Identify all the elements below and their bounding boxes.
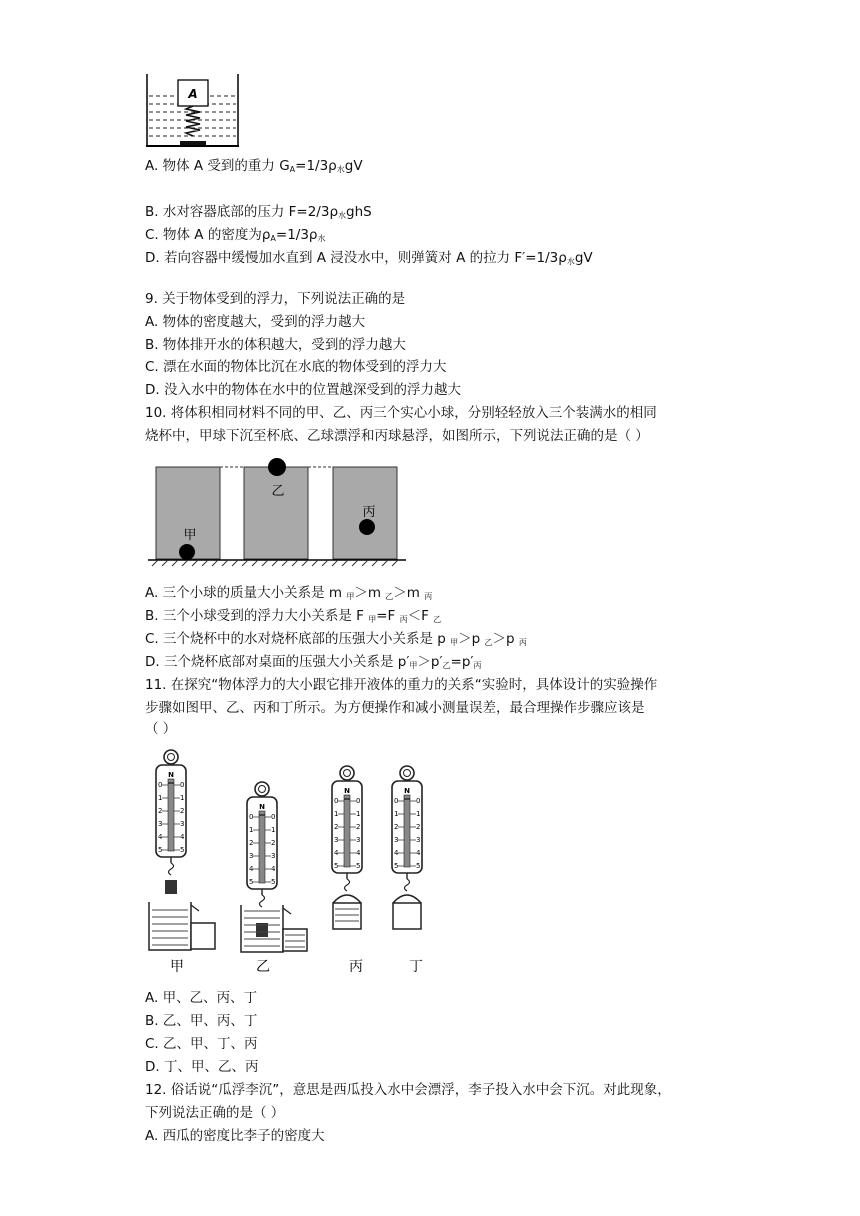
ball-bing <box>359 519 375 535</box>
svg-text:1: 1 <box>334 810 339 818</box>
svg-text:N: N <box>344 787 350 795</box>
q11-stem-line-2: 步骤如图甲、乙、丙和丁所示。为方便操作和减小测量误差，最合理操作步骤应该是 <box>145 700 645 716</box>
svg-text:0: 0 <box>356 797 361 805</box>
scale-ding <box>392 766 422 929</box>
q9-option-a: A. 物体的密度越大，受到的浮力越大 <box>145 314 366 330</box>
svg-text:3: 3 <box>416 836 421 844</box>
label-jia: 甲 <box>183 528 197 543</box>
svg-text:1: 1 <box>356 810 361 818</box>
beaker-yi-q11 <box>241 905 307 952</box>
svg-text:N: N <box>259 803 265 811</box>
svg-text:4: 4 <box>394 849 399 857</box>
q11-option-d: D. 丁、甲、乙、丙 <box>145 1059 259 1075</box>
block-a-label: A <box>188 87 198 101</box>
svg-text:1: 1 <box>180 794 185 802</box>
scale-jia <box>156 750 186 894</box>
svg-text:3: 3 <box>249 852 254 860</box>
svg-text:4: 4 <box>249 865 254 873</box>
ball-jia <box>179 544 195 560</box>
svg-text:2: 2 <box>416 823 421 831</box>
svg-text:3: 3 <box>356 836 361 844</box>
q12-stem-line-2: 下列说法正确的是（ ） <box>145 1105 285 1121</box>
label-bing-q11: 丙 <box>349 959 363 975</box>
svg-text:1: 1 <box>394 810 399 818</box>
scale-yi <box>247 782 277 937</box>
svg-text:3: 3 <box>180 820 185 828</box>
q9-stem: 9. 关于物体受到的浮力，下列说法正确的是 <box>145 291 406 307</box>
q12-stem-line-1: 12. 俗话说“瓜浮李沉”，意思是西瓜投入水中会漂浮，李子投入水中会下沉。对此现象， <box>145 1082 671 1098</box>
q9-option-c: C. 漂在水面的物体比沉在水底的物体受到的浮力大 <box>145 359 447 375</box>
svg-text:2: 2 <box>334 823 339 831</box>
label-jia-q11: 甲 <box>170 959 184 975</box>
label-ding-q11: 丁 <box>409 959 423 975</box>
q11-spring-scale-figure <box>145 745 445 980</box>
svg-text:2: 2 <box>158 807 163 815</box>
q10-option-a: A. 三个小球的质量大小关系是 m $_甲$＞m $_乙$＞m $_丙$ <box>145 585 433 601</box>
q10-option-b: B. 三个小球受到的浮力大小关系是 F $_甲$=F $_丙$＜F $_乙$ <box>145 608 442 624</box>
beaker-yi <box>244 467 308 559</box>
scale-bing <box>332 766 362 929</box>
svg-text:4: 4 <box>356 849 361 857</box>
svg-text:5: 5 <box>249 878 254 886</box>
q12-option-a: A. 西瓜的密度比李子的密度大 <box>145 1128 325 1144</box>
svg-text:0: 0 <box>158 781 163 789</box>
q9-option-d: D. 没入水中的物体在水中的位置越深受到的浮力越大 <box>145 382 461 398</box>
q10-beakers-figure <box>148 455 408 570</box>
q8-container-figure <box>140 70 250 150</box>
svg-text:0: 0 <box>180 781 185 789</box>
q8-option-c: C. 物体 A 的密度为$\rho_A=1/3\rho_水$ <box>145 227 326 243</box>
q11-stem-line-3: （ ） <box>145 721 177 737</box>
q10-stem-line-1: 10. 将体积相同材料不同的甲、乙、丙三个实心小球，分别轻轻放入三个装满水的相同 <box>145 405 657 421</box>
svg-text:1: 1 <box>158 794 163 802</box>
svg-text:N: N <box>404 787 410 795</box>
label-bing: 丙 <box>362 505 376 520</box>
q10-stem-line-2: 烧杯中，甲球下沉至杯底、乙球漂浮和丙球悬浮，如图所示，下列说法正确的是（ ） <box>145 428 649 444</box>
svg-text:N: N <box>168 771 174 779</box>
svg-text:4: 4 <box>158 833 163 841</box>
svg-text:3: 3 <box>394 836 399 844</box>
q11-option-c: C. 乙、甲、丁、丙 <box>145 1036 258 1052</box>
svg-text:5: 5 <box>356 862 361 870</box>
svg-text:3: 3 <box>334 836 339 844</box>
svg-text:0: 0 <box>334 797 339 805</box>
svg-text:1: 1 <box>416 810 421 818</box>
label-yi: 乙 <box>271 484 285 499</box>
svg-text:0: 0 <box>394 797 399 805</box>
svg-text:5: 5 <box>180 846 185 854</box>
spring <box>186 106 200 136</box>
svg-text:1: 1 <box>249 826 254 834</box>
q8-option-d: D. 若向容器中缓慢加水直到 A 浸没水中，则弹簧对 A 的拉力 $F'=1/3\rho_水gV$ <box>145 250 593 266</box>
q8-option-a: A. 物体 A 受到的重力 $G_A=1/3\rho_水gV$ <box>145 158 363 174</box>
svg-text:5: 5 <box>416 862 421 870</box>
svg-text:2: 2 <box>356 823 361 831</box>
svg-text:4: 4 <box>334 849 339 857</box>
q9-option-b: B. 物体排开水的体积越大，受到的浮力越大 <box>145 337 406 353</box>
q8-option-b: B. 水对容器底部的压力 $F=2/3\rho_水ghS$ <box>145 204 372 220</box>
svg-text:3: 3 <box>158 820 163 828</box>
q11-option-a: A. 甲、乙、丙、丁 <box>145 990 258 1006</box>
beaker-jia-q11 <box>149 902 215 950</box>
svg-text:0: 0 <box>249 813 254 821</box>
svg-text:5: 5 <box>271 878 276 886</box>
svg-text:2: 2 <box>249 839 254 847</box>
svg-text:2: 2 <box>271 839 276 847</box>
q10-option-c: C. 三个烧杯中的水对烧杯底部的压强大小关系是 p $_甲$＞p $_乙$＞p $_丙$ <box>145 631 527 647</box>
label-yi-q11: 乙 <box>256 959 270 975</box>
svg-text:5: 5 <box>394 862 399 870</box>
svg-text:4: 4 <box>180 833 185 841</box>
svg-text:4: 4 <box>416 849 421 857</box>
svg-text:3: 3 <box>271 852 276 860</box>
ball-yi <box>268 458 286 476</box>
svg-text:0: 0 <box>416 797 421 805</box>
svg-text:4: 4 <box>271 865 276 873</box>
svg-text:5: 5 <box>158 846 163 854</box>
svg-text:5: 5 <box>334 862 339 870</box>
svg-text:0: 0 <box>271 813 276 821</box>
q10-option-d: D. 三个烧杯底部对桌面的压强大小关系是 $p'_甲>p'_乙=p'_丙$ <box>145 654 482 670</box>
svg-text:2: 2 <box>394 823 399 831</box>
q11-option-b: B. 乙、甲、丙、丁 <box>145 1013 258 1029</box>
svg-text:1: 1 <box>271 826 276 834</box>
q11-stem-line-1: 11. 在探究“物体浮力的大小跟它排开液体的重力的关系“实验时，具体设计的实验操作 <box>145 677 658 693</box>
svg-text:2: 2 <box>180 807 185 815</box>
